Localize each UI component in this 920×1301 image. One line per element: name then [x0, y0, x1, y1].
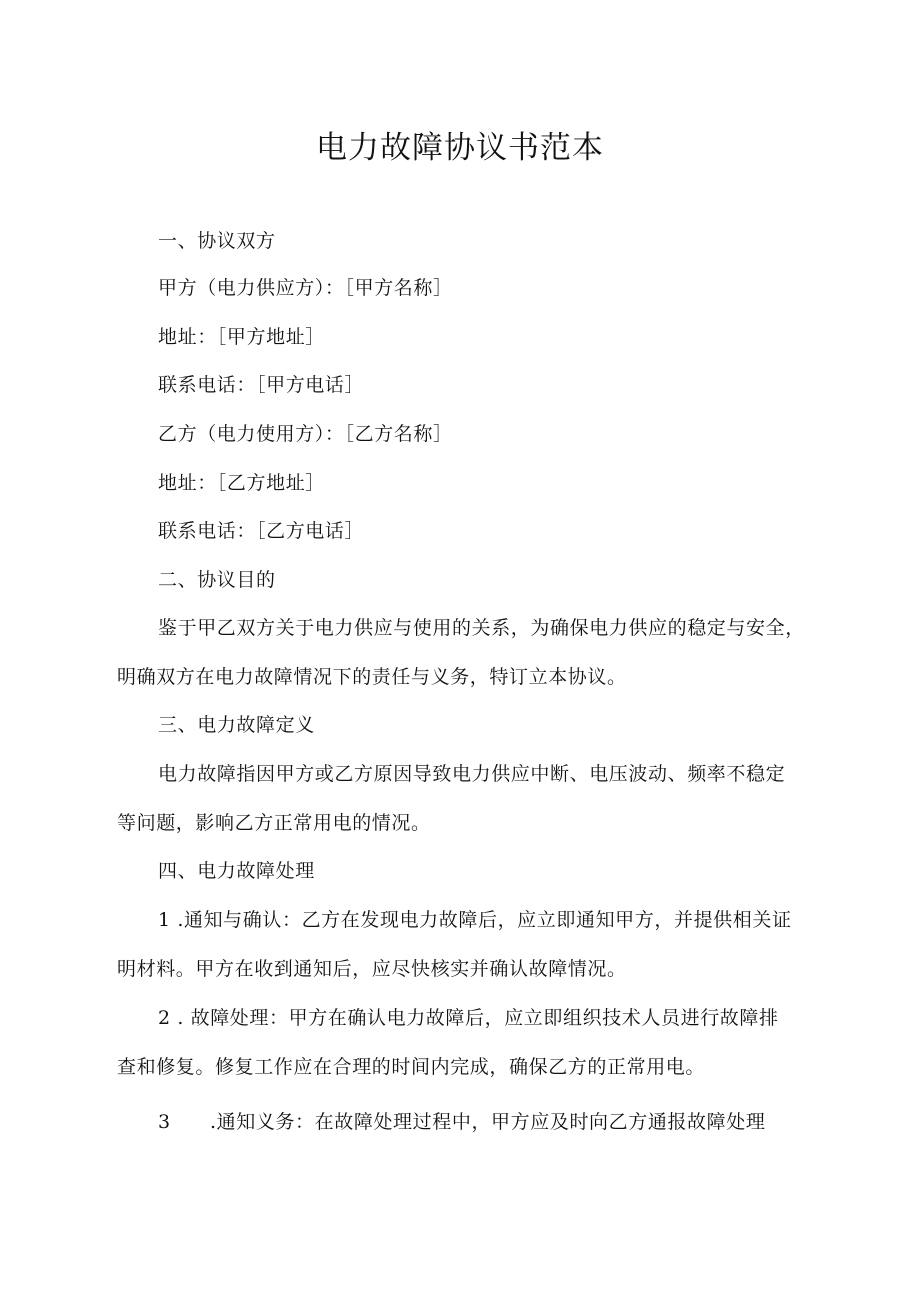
section-3-paragraph-line-1: 电力故障指因甲方或乙方原因导致电力供应中断、电压波动、频率不稳定: [158, 763, 786, 785]
party-b-address: 地址：［乙方地址］: [158, 472, 325, 494]
section-2-heading: 二、协议目的: [158, 569, 276, 591]
section-3-paragraph-line-2: 等问题，影响乙方正常用电的情况。: [117, 812, 431, 834]
section-2-paragraph-line-2: 明确双方在电力故障情况下的责任与义务，特订立本协议。: [117, 666, 627, 688]
party-b-phone: 联系电话：［乙方电话］: [158, 520, 365, 542]
section-4-item-3-line-1: [158, 1107, 765, 1137]
section-1-heading: 一、协议双方: [158, 230, 276, 252]
section-4-item-2-line-2: 查和修复。修复工作应在合理的时间内完成，确保乙方的正常用电。: [117, 1056, 706, 1078]
section-2-paragraph-line-1: 鉴于甲乙双方关于电力供应与使用的关系，为确保电力供应的稳定与安全，: [158, 617, 805, 639]
section-4-item-2-line-1: 2 . 故障处理：甲方在确认电力故障后，应立即组织技术人员进行故障排: [158, 1007, 779, 1029]
item-3-number: 3: [158, 1111, 171, 1133]
document-title: 电力故障协议书范本: [316, 130, 604, 166]
party-a-phone: 联系电话：［甲方电话］: [158, 374, 365, 396]
party-b-name: 乙方（电力使用方）：［乙方名称］: [158, 423, 453, 445]
section-4-item-1-line-1: 1 .通知与确认：乙方在发现电力故障后，应立即通知甲方，并提供相关证: [158, 909, 792, 931]
item-3-text: .通知义务：在故障处理过程中，甲方应及时向乙方通报故障处理: [210, 1111, 766, 1133]
section-4-item-1-line-2: 明材料。甲方在收到通知后，应尽快核实并确认故障情况。: [117, 958, 627, 980]
section-4-heading: 四、电力故障处理: [158, 860, 315, 882]
party-a-name: 甲方（电力供应方）：［甲方名称］: [158, 277, 453, 299]
section-3-heading: 三、电力故障定义: [158, 714, 315, 736]
party-a-address: 地址：［甲方地址］: [158, 326, 325, 348]
